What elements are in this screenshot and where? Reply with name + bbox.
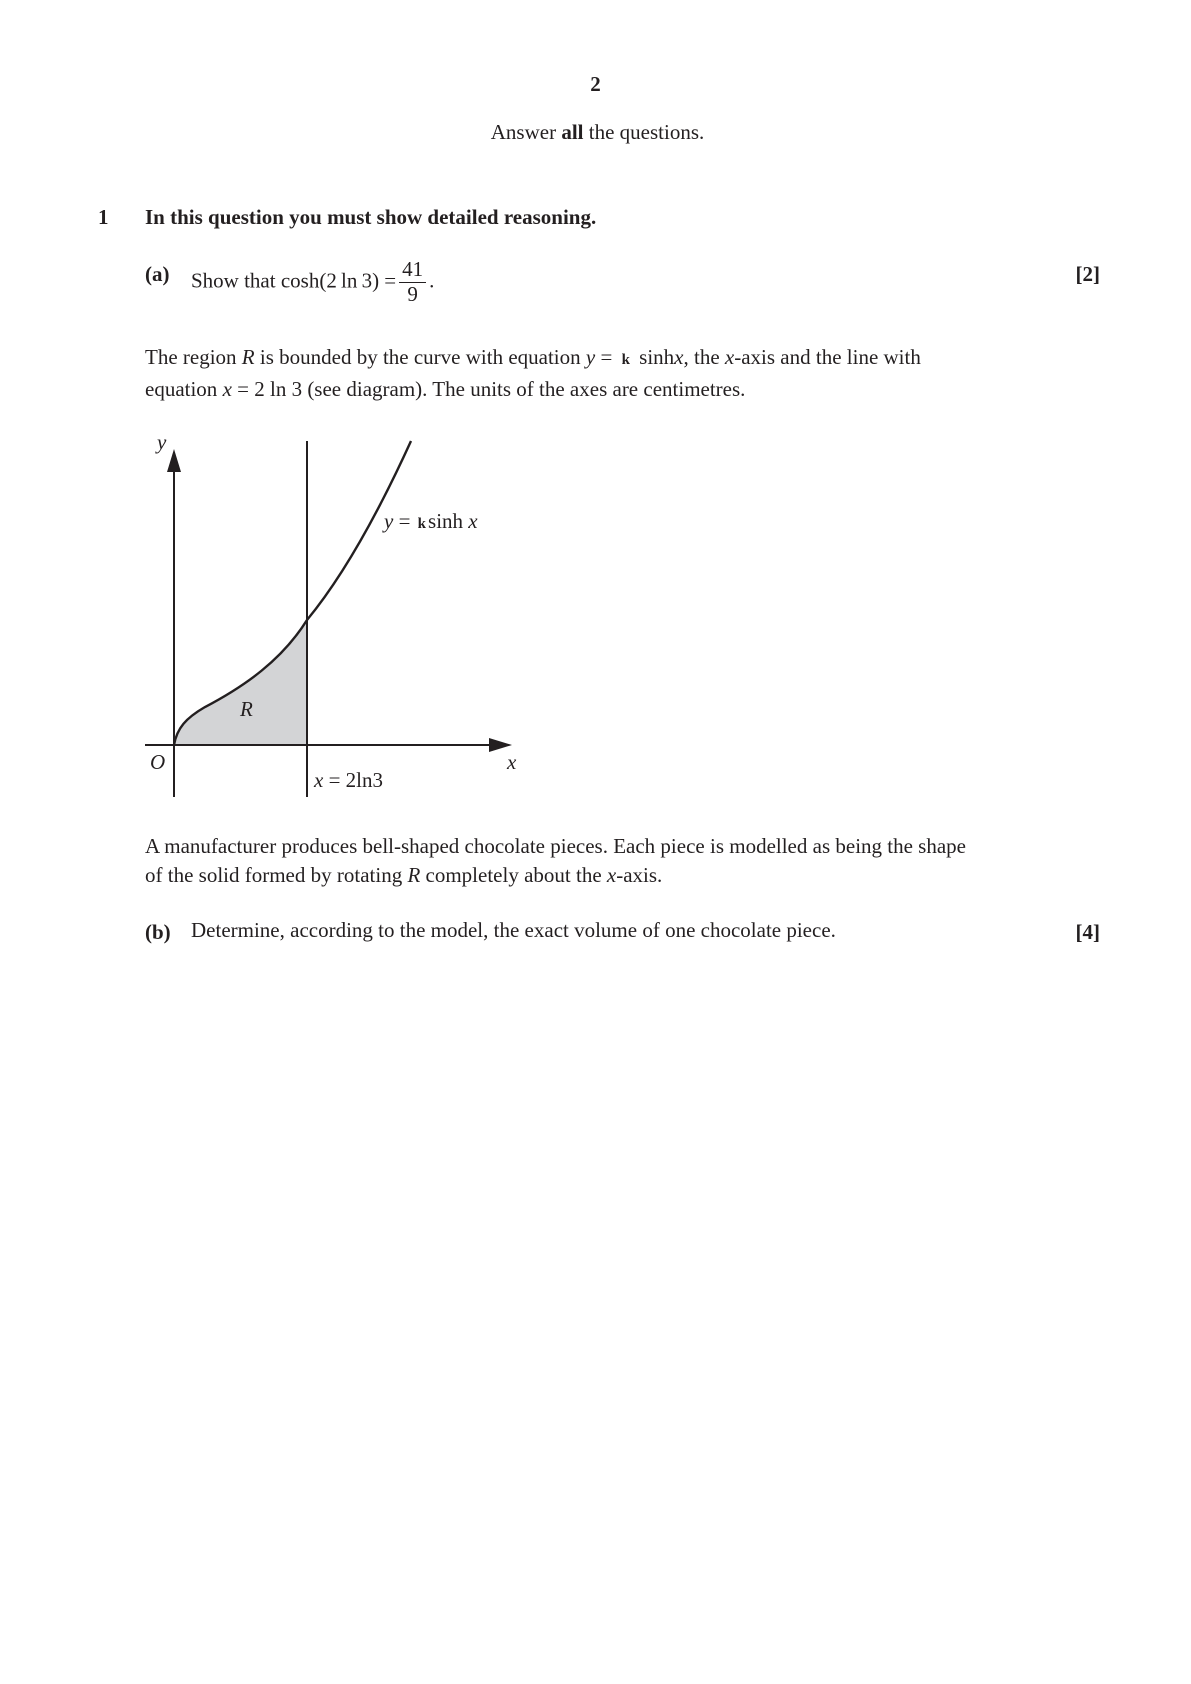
question-intro: In this question you must show detailed reasoning. [145,205,597,229]
fraction: $\frac{41}{9}$ [399,256,426,305]
axis-x-label: x [507,750,517,774]
part-b-label: (b) [145,920,171,944]
obscured-constant: k [621,352,630,368]
part-a-text: Show that cosh(2 ln 3) = $\frac{41}{9}$ . [191,257,435,306]
y-axis-arrow [167,449,181,472]
context-paragraph-1: The region R is bounded by the curve with equation y = k sinhx, the x-axis and the line with equation x = 2 ln 3 (see diagram). The units of the axes are centimetres. [145,345,921,401]
region-r-shading [174,620,307,745]
part-b-marks: [4] [1075,920,1100,944]
part-a-label: (a) [145,262,170,286]
line-label: x = 2ln3 [314,768,384,792]
origin-label: O [150,750,166,774]
instruction-text: Answer all the questions. [490,120,705,144]
part-a-marks: [2] [1075,262,1100,286]
curve-label: y = ksinh x [384,509,478,533]
context-paragraph-2: A manufacturer produces bell-shaped chocolate pieces. Each piece is modelled as being the shape of the solid formed by rotating R completely about the x-axis. [145,834,966,887]
axis-y-label: y [157,430,167,454]
question-number: 1 [98,205,109,229]
page-number: 2 [590,72,601,96]
part-b-text: Determine, according to the model, the exact volume of one chocolate piece. [191,918,836,942]
region-label: R [240,697,253,721]
